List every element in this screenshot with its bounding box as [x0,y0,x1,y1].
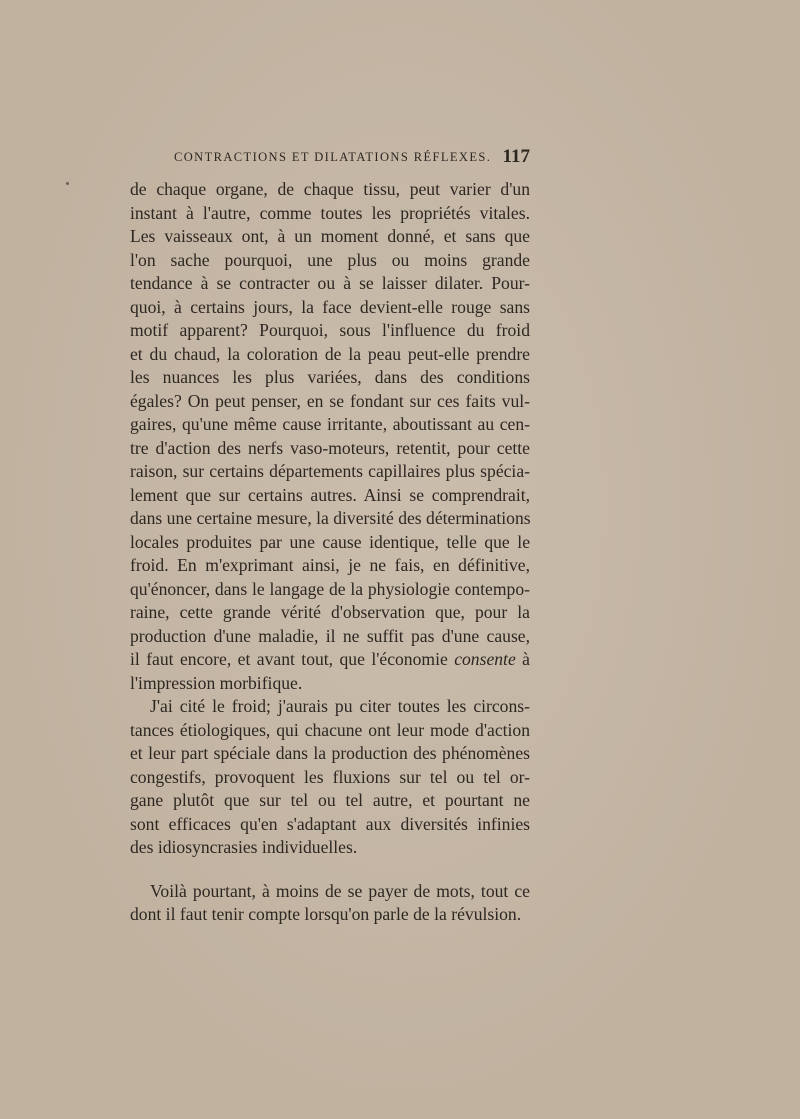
text-line: quoi, à certains jours, la face devient-elle rouge sans [130,296,530,317]
text-line: J'ai cité le froid; j'aurais pu citer toutes les circons- [150,696,530,716]
text-line: locales produites par une cause identique, telle que le [130,531,530,552]
text-line: instant à l'autre, comme toutes les propriétés vitales. [130,202,530,223]
text-line: qu'énoncer, dans le langage de la physiologie contempo- [130,578,530,599]
text-line: les nuances les plus variées, dans des conditions [130,367,530,387]
text-line: et du chaud, la coloration de la peau peut-elle prendre [130,343,530,364]
page-number: 117 [502,146,530,167]
text-line-with-italic [130,648,530,672]
text-line: raison, sur certains départements capillaires plus spécia- [130,461,530,481]
text-line: raine, cette grande vérité d'observation que, pour la [130,602,530,622]
text-line: des idiosyncrasies individuelles. [130,837,358,857]
paragraph-gap [130,860,530,880]
text-line: lement que sur certains autres. Ainsi se comprendrait, [130,484,530,505]
text-run: à [515,649,530,669]
text-line: gane plutôt que sur tel ou tel autre, et pourtant ne [130,790,530,810]
text-line: dont il faut tenir compte lorsqu'on parle de la révulsion. [130,904,522,924]
text-line: tances étiologiques, qui chacune ont leur mode d'action [130,719,530,740]
text-line: production d'une maladie, il ne suffit pas d'une cause, [130,625,530,646]
text-line: l'impression morbifique. [130,672,303,693]
italic-word: consente [454,649,516,669]
text-line: l'on sache pourquoi, une plus ou moins grande [130,249,530,270]
text-line: tendance à se contracter ou à se laisser dilater. Pour- [130,273,530,293]
text-line: motif apparent? Pourquoi, sous l'influence du froid [130,320,530,340]
text-line: et leur part spéciale dans la production des phénomènes [130,743,530,763]
text-line: dans une certaine mesure, la diversité des déterminations [130,508,531,528]
text-line: gaires, qu'une même cause irritante, aboutissant au cen- [130,414,530,434]
text-line: tre d'action des nerfs vaso-moteurs, retentit, pour cette [130,437,530,458]
running-head [130,146,530,170]
running-title: CONTRACTIONS ET DILATATIONS RÉFLEXES. [174,150,492,164]
text-run: il faut encore, et avant tout, que l'économie [130,649,455,669]
text-line: Les vaisseaux ont, à un moment donné, et sans que [130,226,530,246]
margin-mark [66,182,69,185]
text-line: congestifs, provoquent les fluxions sur tel ou tel or- [130,766,530,787]
text-line: égales? On peut penser, en se fondant sur ces faits vul- [130,390,530,411]
text-line: Voilà pourtant, à moins de se payer de mots, tout ce [150,880,530,901]
text-line: sont efficaces qu'en s'adaptant aux diversités infinies [130,813,530,834]
text-line: froid. En m'exprimant ainsi, je ne fais, en définitive, [130,555,530,575]
body-text [130,178,530,927]
text-line: de chaque organe, de chaque tissu, peut varier d'un [130,179,530,199]
